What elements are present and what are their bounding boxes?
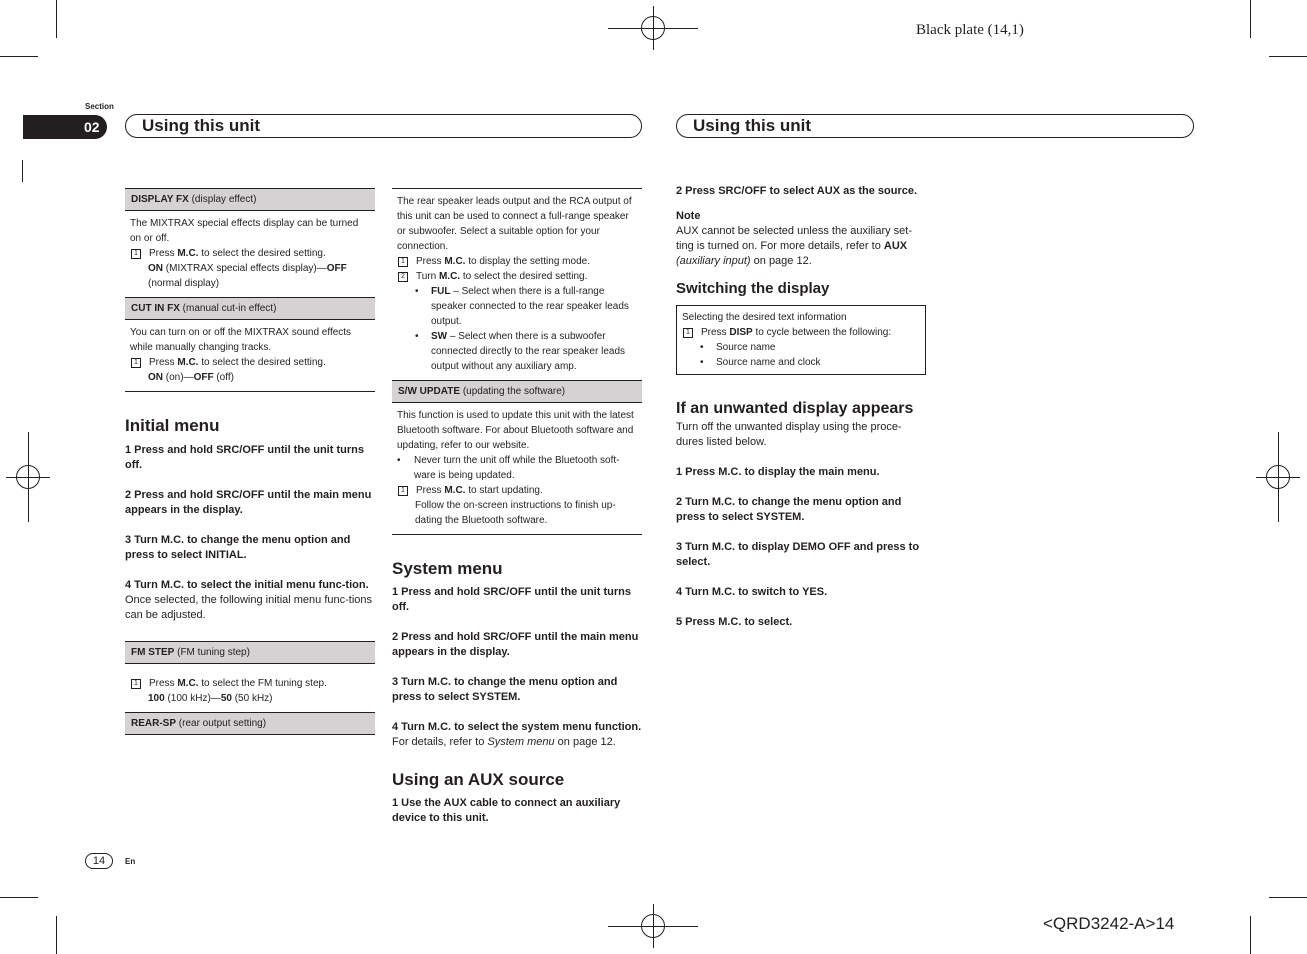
table-body-rear-sp: The rear speaker leads output and the RCA output of this unit can be used to connect a full-range speaker or subwoofer. Select a suitable option for your connection. 1 Press M.C. to display the setting mode. 2 Turn M.C. to select the desired setting. • FUL – Select when there is a full-range speaker connected to the rear speaker leads output. • SW – Select when there is a subwoofer connected directly to the rear speaker leads output without any auxiliary amp. bbox=[392, 188, 642, 380]
column-left bbox=[125, 188, 375, 735]
unwanted-text: Turn off the unwanted display using the proce-dures listed below. bbox=[676, 421, 902, 448]
step: 4 Turn M.C. to select the initial menu func-tion. bbox=[125, 579, 369, 591]
document-code: <QRD3242-A>14 bbox=[1043, 914, 1175, 933]
step: 2 Turn M.C. to change the menu option and press to select SYSTEM. bbox=[676, 496, 902, 523]
table-header-sw-update: S/W UPDATE (updating the software) bbox=[392, 380, 642, 403]
heading-initial-menu: Initial menu bbox=[125, 416, 220, 435]
language-label: En bbox=[125, 857, 136, 866]
step: 2 Press and hold SRC/OFF until the main menu appears in the display. bbox=[392, 631, 639, 658]
step: 4 Turn M.C. to select the system menu function. bbox=[392, 721, 642, 733]
step: 1 Use the AUX cable to connect an auxiliary device to this unit. bbox=[392, 797, 621, 824]
bullet-icon: • bbox=[700, 357, 704, 368]
crop-mark bbox=[1250, 916, 1251, 954]
table-body-fm-step: 1 Press M.C. to select the FM tuning step. 100 (100 kHz)—50 (50 kHz) bbox=[125, 664, 375, 712]
step-note: Once selected, the following initial menu func-tions can be adjusted. bbox=[125, 594, 373, 621]
step-number-icon: 1 bbox=[131, 679, 141, 689]
step-number-icon: 2 bbox=[398, 272, 408, 282]
step: 1 Press and hold SRC/OFF until the unit turns off. bbox=[125, 444, 364, 471]
bullet-icon: • bbox=[397, 455, 401, 466]
step: 3 Turn M.C. to change the menu option and press to select SYSTEM. bbox=[392, 676, 618, 703]
heading-switching-display: Switching the display bbox=[676, 280, 830, 297]
note-text: AUX cannot be selected unless the auxiliary set-ting is turned on. For more details, refer to AUX (auxiliary input) on page 12. bbox=[676, 225, 913, 267]
crop-mark bbox=[0, 56, 38, 57]
registration-mark bbox=[16, 465, 40, 489]
page-header-left: Using this unit bbox=[125, 114, 642, 138]
page-header-right: Using this unit bbox=[676, 114, 1194, 138]
crop-mark bbox=[0, 897, 38, 898]
step-number-icon: 1 bbox=[131, 358, 141, 368]
table-body-display-fx: The MIXTRAX special effects display can be turned on or off. 1 Press M.C. to select the desired setting. ON (MIXTRAX special effects display)—OFF (normal display) bbox=[130, 218, 359, 289]
registration-mark bbox=[641, 914, 665, 938]
table-header-fm-step: FM STEP (FM tuning step) bbox=[125, 641, 375, 664]
table-header-rear-sp: REAR-SP (rear output setting) bbox=[125, 712, 375, 735]
registration-mark bbox=[1266, 465, 1290, 489]
table-header-display-fx: DISPLAY FX (display effect) bbox=[125, 188, 375, 211]
note-title: Note bbox=[676, 210, 701, 222]
step: 2 Press and hold SRC/OFF until the main menu appears in the display. bbox=[125, 489, 372, 516]
bullet-icon: • bbox=[415, 286, 419, 297]
section-label: Section bbox=[85, 102, 114, 111]
table-header-cut-in-fx: CUT IN FX (manual cut-in effect) bbox=[125, 297, 375, 320]
step: 5 Press M.C. to select. bbox=[676, 616, 793, 628]
column-middle bbox=[392, 188, 642, 826]
bullet-icon: • bbox=[700, 342, 704, 353]
heading-system-menu: System menu bbox=[392, 559, 503, 578]
step-number-icon: 1 bbox=[398, 257, 408, 267]
step-number-icon: 1 bbox=[683, 328, 693, 338]
details-text: For details, refer to System menu on page 12. bbox=[392, 736, 616, 748]
step: 4 Turn M.C. to switch to YES. bbox=[676, 586, 828, 598]
step: 2 Press SRC/OFF to select AUX as the source. bbox=[676, 185, 918, 197]
plate-label: Black plate (14,1) bbox=[916, 22, 1024, 38]
crop-mark bbox=[56, 0, 57, 38]
crop-mark bbox=[56, 916, 57, 954]
switch-display-box: Selecting the desired text information 1 Press DISP to cycle between the following: • Source name • Source name and clock bbox=[676, 305, 926, 375]
step: 1 Press M.C. to display the main menu. bbox=[676, 466, 880, 478]
step: 1 Press and hold SRC/OFF until the unit turns off. bbox=[392, 586, 631, 613]
step-number-icon: 1 bbox=[131, 249, 141, 259]
step: 3 Turn M.C. to display DEMO OFF and press to select. bbox=[676, 541, 920, 568]
crop-mark bbox=[22, 160, 23, 182]
table-body-sw-update: This function is used to update this unit with the latest Bluetooth software. For about Bluetooth software and updating, refer to our website. • Never turn the unit off while the Bluetooth soft-ware is being updated. 1 Press M.C. to start updating. Follow the on-screen instructions to finish up-dating the Bluetooth software. bbox=[392, 403, 642, 535]
crop-mark bbox=[1269, 56, 1307, 57]
page-number: 14 bbox=[85, 853, 113, 869]
section-number: 02 bbox=[84, 119, 100, 135]
heading-aux-source: Using an AUX source bbox=[392, 770, 565, 789]
bullet-icon: • bbox=[415, 331, 419, 342]
registration-mark bbox=[641, 16, 665, 40]
step-number-icon: 1 bbox=[398, 486, 408, 496]
heading-unwanted-display: If an unwanted display appears bbox=[676, 400, 914, 417]
crop-mark bbox=[1250, 0, 1251, 38]
crop-mark bbox=[1269, 897, 1307, 898]
step: 3 Turn M.C. to change the menu option and press to select INITIAL. bbox=[125, 534, 351, 561]
table-body-cut-in-fx: You can turn on or off the MIXTRAX sound effects while manually changing tracks. 1 Press M.C. to select the desired setting. ON (on)—OFF (off) bbox=[125, 320, 375, 392]
column-right bbox=[676, 184, 926, 630]
